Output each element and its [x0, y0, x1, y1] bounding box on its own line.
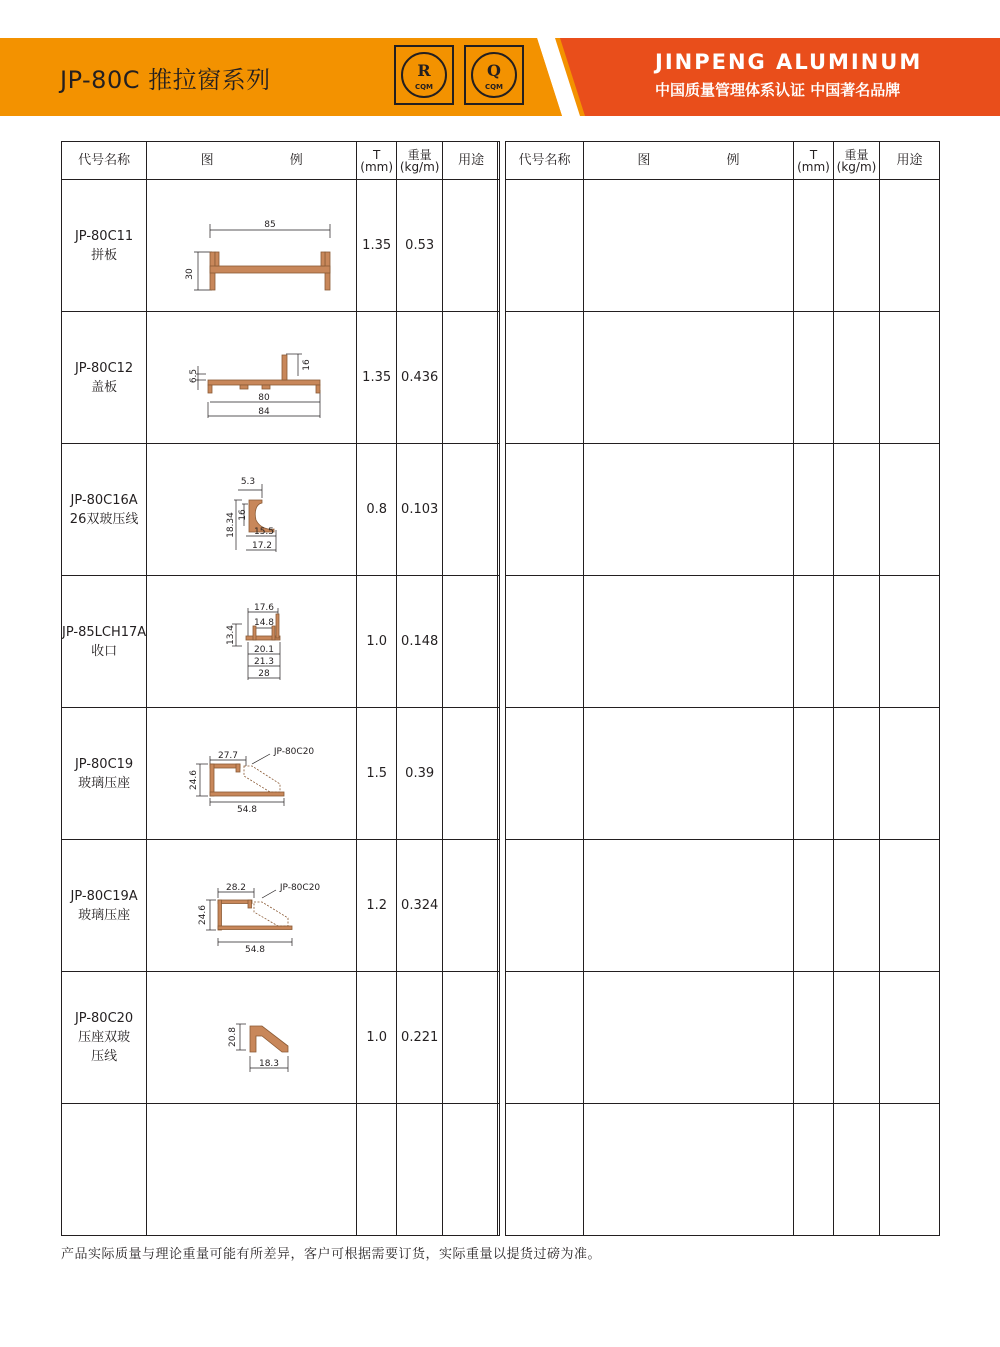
weight-label: 重量: [407, 147, 432, 162]
weight-cell: 0.324: [397, 840, 443, 972]
dim-label: 16: [237, 508, 248, 521]
brand-tagline: 中国质量管理体系认证 中国著名品牌: [655, 81, 901, 99]
cert-q-caption: CQM: [484, 83, 504, 91]
table-row: [506, 1104, 940, 1236]
cqm-r-cert-badge: [393, 44, 455, 106]
col-weight-header: [397, 142, 443, 180]
table-row: [506, 840, 940, 972]
dim-label: 5.3: [240, 476, 255, 487]
usage-cell: [443, 180, 500, 312]
figure-cell: [147, 840, 357, 972]
dim-label: 20.1: [253, 644, 274, 655]
dim-label: 16: [301, 358, 312, 371]
profile-name: 收口: [91, 643, 118, 659]
profile-name: 玻璃压座: [78, 775, 131, 791]
profile-drawing-jp80c16a: [152, 450, 352, 570]
dim-label: 18.3: [258, 1058, 279, 1069]
weight-unit: (kg/m): [399, 159, 440, 174]
profile-code: JP-80C19: [74, 756, 134, 772]
weight-cell: 0.53: [397, 180, 443, 312]
figure-cell: [147, 1104, 357, 1236]
dim-label: 30: [184, 267, 195, 280]
profile-name: 拼板: [91, 247, 118, 263]
weight-cell: 0.39: [397, 708, 443, 840]
col-weight-header: [834, 142, 880, 180]
profile-code: JP-80C20: [74, 1011, 134, 1026]
cert-r-letter: R: [417, 61, 431, 80]
thickness-label: T: [372, 147, 381, 162]
dim-label: 24.6: [197, 904, 208, 925]
profile-name: 玻璃压座: [78, 907, 131, 923]
dim-label: 14.8: [253, 617, 274, 628]
col-figure-header: 图 例: [584, 142, 794, 180]
table-row: [506, 972, 940, 1104]
profile-name: 压线: [91, 1049, 118, 1064]
table-row: [62, 708, 500, 840]
table-row: [506, 444, 940, 576]
usage-cell: [443, 840, 500, 972]
profile-drawing-jp85lch17a: [152, 582, 352, 702]
thickness-cell: 1.2: [357, 840, 397, 972]
dim-label: 54.8: [236, 804, 257, 815]
table-row: [62, 972, 500, 1104]
dim-label: 17.2: [251, 540, 272, 551]
figure-cell: [147, 972, 357, 1104]
dim-label: 17.6: [253, 602, 274, 613]
profile-drawing-jp80c19: [152, 714, 352, 834]
col-figure-header: 图 例: [147, 142, 357, 180]
dim-label: JP-80C20: [273, 746, 314, 757]
code-cell: [62, 312, 147, 444]
profile-table-left: [61, 141, 500, 1236]
col-usage-header: 用途: [880, 142, 940, 180]
usage-cell: [443, 708, 500, 840]
dim-label: JP-80C20: [279, 882, 320, 893]
table-row: [506, 576, 940, 708]
dim-label: 15.5: [253, 526, 274, 537]
dim-label: 24.6: [188, 769, 199, 790]
profile-table-right: [505, 141, 940, 1236]
col-code-header: 代号名称: [62, 142, 147, 180]
dim-label: 54.8: [244, 944, 265, 955]
cert-q-letter: Q: [487, 61, 501, 80]
thickness-cell: [357, 1104, 397, 1236]
thickness-unit: (mm): [797, 159, 830, 174]
thickness-unit: (mm): [360, 159, 394, 174]
thickness-cell: 1.35: [357, 312, 397, 444]
dim-label: 18.34: [225, 511, 236, 538]
table-row: [506, 312, 940, 444]
figure-cell: [147, 180, 357, 312]
thickness-cell: 1.5: [357, 708, 397, 840]
table-header-row: [62, 142, 500, 180]
figure-cell: [147, 312, 357, 444]
table-divider-line: [497, 141, 498, 1236]
weight-label: 重量: [844, 147, 869, 162]
profile-drawing-jp80c12: [152, 318, 352, 438]
profile-code: JP-85LCH17A: [62, 624, 147, 640]
table-row: [506, 180, 940, 312]
thickness-cell: 0.8: [357, 444, 397, 576]
profile-code: JP-80C16A: [70, 492, 138, 508]
weight-cell: 0.436: [397, 312, 443, 444]
thickness-label: T: [809, 147, 818, 162]
weight-cell: 0.148: [397, 576, 443, 708]
profile-name: 26双玻压线: [69, 511, 139, 527]
code-cell: [62, 180, 147, 312]
profile-drawing-jp80c20: [152, 978, 352, 1098]
weight-cell: 0.221: [397, 972, 443, 1104]
dim-label: 28.2: [225, 882, 246, 893]
profile-code: JP-80C19A: [70, 888, 138, 904]
weight-cell: [397, 1104, 443, 1236]
table-row: [506, 708, 940, 840]
thickness-cell: 1.0: [357, 972, 397, 1104]
thickness-cell: 1.35: [357, 180, 397, 312]
usage-cell: [443, 1104, 500, 1236]
table-row: [62, 840, 500, 972]
dim-label: 21.3: [253, 656, 274, 667]
brand-name: JINPENG ALUMINUM: [655, 50, 923, 74]
usage-cell: [443, 576, 500, 708]
series-title: JP-80C 推拉窗系列: [60, 66, 271, 94]
usage-cell: [443, 972, 500, 1104]
dim-label: 6.5: [188, 368, 199, 383]
weight-cell: 0.103: [397, 444, 443, 576]
code-cell: [62, 444, 147, 576]
dim-label: 27.7: [217, 750, 238, 761]
profile-name: 压座双玻: [78, 1030, 131, 1045]
profile-code: JP-80C12: [74, 360, 134, 376]
col-usage-header: 用途: [443, 142, 500, 180]
table-row: [62, 312, 500, 444]
code-cell: [62, 576, 147, 708]
dim-label: 84: [257, 406, 270, 417]
code-cell: [62, 708, 147, 840]
table-row: [62, 444, 500, 576]
dim-label: 20.8: [227, 1026, 238, 1047]
dim-label: 85: [263, 219, 276, 230]
profile-drawing-jp80c19a: [152, 846, 352, 966]
cert-r-caption: CQM: [414, 83, 434, 91]
profile-code: JP-80C11: [74, 228, 134, 244]
table-header-row: [506, 142, 940, 180]
footnote: 产品实际质量与理论重量可能有所差异，客户可根据需要订货，实际重量以提货过磅为准。: [61, 1247, 602, 1262]
table-row: [62, 180, 500, 312]
profile-name: 盖板: [91, 379, 118, 395]
col-thickness-header: [794, 142, 834, 180]
dim-label: 13.4: [225, 624, 236, 645]
dim-label: 80: [257, 392, 270, 403]
figure-cell: [147, 444, 357, 576]
dim-label: 28: [257, 668, 270, 679]
cqm-q-cert-badge: [463, 44, 525, 106]
usage-cell: [443, 312, 500, 444]
col-thickness-header: [357, 142, 397, 180]
profile-drawing-jp80c11: [152, 186, 352, 306]
table-row: [62, 576, 500, 708]
usage-cell: [443, 444, 500, 576]
figure-cell: [147, 708, 357, 840]
table-row: [62, 1104, 500, 1236]
col-code-header: 代号名称: [506, 142, 584, 180]
code-cell: [62, 1104, 147, 1236]
weight-unit: (kg/m): [836, 159, 877, 174]
code-cell: [62, 972, 147, 1104]
figure-cell: [147, 576, 357, 708]
code-cell: [62, 840, 147, 972]
thickness-cell: 1.0: [357, 576, 397, 708]
